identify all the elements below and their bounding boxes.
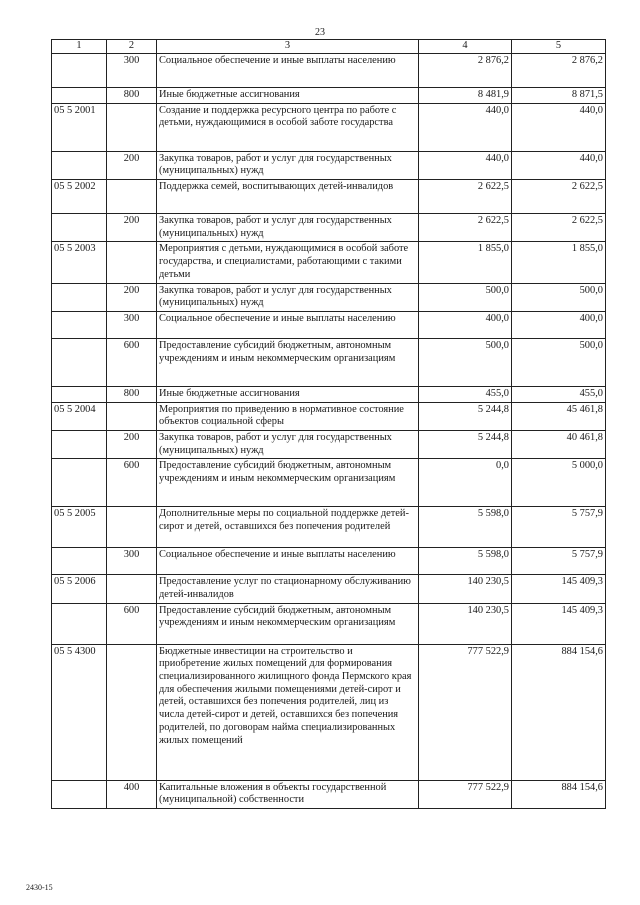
amount-col5-cell: 500,0 xyxy=(512,338,606,386)
expense-type-cell: 200 xyxy=(107,283,157,311)
amount-col5-cell: 2 622,5 xyxy=(512,180,606,214)
item-name-cell: Поддержка семей, воспитывающих детей-инвалидов xyxy=(157,180,419,214)
amount-col5-cell: 5 757,9 xyxy=(512,548,606,575)
target-code-cell xyxy=(52,780,107,808)
amount-col4-cell: 400,0 xyxy=(419,311,512,338)
amount-col5-cell: 5 757,9 xyxy=(512,507,606,548)
target-code-cell: 05 5 2003 xyxy=(52,242,107,283)
item-name-cell: Создание и поддержка ресурсного центра по работе с детьми, нуждающимися в особой заботе государства xyxy=(157,103,419,151)
target-code-cell xyxy=(52,338,107,386)
item-name-cell: Капитальные вложения в объекты государственной (муниципальной) собственности xyxy=(157,780,419,808)
column-number: 2 xyxy=(107,40,157,54)
expense-type-cell: 200 xyxy=(107,430,157,458)
table-row xyxy=(52,283,606,311)
amount-col4-cell: 440,0 xyxy=(419,103,512,151)
table-row xyxy=(52,180,606,214)
target-code-cell: 05 5 2005 xyxy=(52,507,107,548)
expense-type-cell: 600 xyxy=(107,459,157,507)
amount-col5-cell: 500,0 xyxy=(512,283,606,311)
expense-type-cell xyxy=(107,644,157,780)
table-row xyxy=(52,603,606,644)
amount-col5-cell: 440,0 xyxy=(512,151,606,179)
table-row xyxy=(52,54,606,88)
table-row xyxy=(52,402,606,430)
table-row xyxy=(52,386,606,402)
target-code-cell xyxy=(52,214,107,242)
expense-type-cell: 600 xyxy=(107,603,157,644)
table-row xyxy=(52,214,606,242)
amount-col5-cell: 145 409,3 xyxy=(512,603,606,644)
amount-col4-cell: 140 230,5 xyxy=(419,603,512,644)
table-row xyxy=(52,103,606,151)
amount-col4-cell: 500,0 xyxy=(419,283,512,311)
item-name-cell: Мероприятия по приведению в нормативное состояние объектов социальной сферы xyxy=(157,402,419,430)
item-name-cell: Мероприятия с детьми, нуждающимися в особой заботе государства, и специалистами, работающими с такими детьми xyxy=(157,242,419,283)
amount-col5-cell: 400,0 xyxy=(512,311,606,338)
column-number-row xyxy=(52,40,606,54)
target-code-cell xyxy=(52,459,107,507)
amount-col4-cell: 8 481,9 xyxy=(419,88,512,104)
expense-type-cell: 600 xyxy=(107,338,157,386)
target-code-cell xyxy=(52,548,107,575)
expense-type-cell: 200 xyxy=(107,151,157,179)
item-name-cell: Бюджетные инвестиции на строительство и приобретение жилых помещений для формирования специализированного жилищного фонда Пермского края для обеспечения жилыми помещениями детей-сирот и детей, оставшихся без попечения родителей, лиц из числа детей-сирот и детей, оставшихся без попечения родителей, по договорам найма специализированных жилых помещений xyxy=(157,644,419,780)
item-name-cell: Предоставление субсидий бюджетным, автономным учреждениям и иным некоммерческим организациям xyxy=(157,459,419,507)
expense-type-cell xyxy=(107,242,157,283)
item-name-cell: Иные бюджетные ассигнования xyxy=(157,386,419,402)
item-name-cell: Закупка товаров, работ и услуг для государственных (муниципальных) нужд xyxy=(157,151,419,179)
item-name-cell: Дополнительные меры по социальной поддержке детей-сирот и детей, оставшихся без попечения родителей xyxy=(157,507,419,548)
amount-col5-cell: 2 876,2 xyxy=(512,54,606,88)
amount-col4-cell: 455,0 xyxy=(419,386,512,402)
target-code-cell: 05 5 2001 xyxy=(52,103,107,151)
item-name-cell: Закупка товаров, работ и услуг для государственных (муниципальных) нужд xyxy=(157,283,419,311)
column-number: 4 xyxy=(419,40,512,54)
target-code-cell: 05 5 2006 xyxy=(52,575,107,603)
table-row xyxy=(52,88,606,104)
column-number: 1 xyxy=(52,40,107,54)
amount-col5-cell: 2 622,5 xyxy=(512,214,606,242)
expense-type-cell: 300 xyxy=(107,54,157,88)
amount-col4-cell: 5 598,0 xyxy=(419,507,512,548)
table-row xyxy=(52,151,606,179)
target-code-cell xyxy=(52,430,107,458)
amount-col5-cell: 884 154,6 xyxy=(512,780,606,808)
page-number: 23 xyxy=(315,27,325,38)
expense-type-cell xyxy=(107,402,157,430)
table-row xyxy=(52,338,606,386)
amount-col5-cell: 145 409,3 xyxy=(512,575,606,603)
amount-col5-cell: 884 154,6 xyxy=(512,644,606,780)
amount-col4-cell: 2 876,2 xyxy=(419,54,512,88)
table-row xyxy=(52,430,606,458)
target-code-cell: 05 5 2004 xyxy=(52,402,107,430)
table-row xyxy=(52,242,606,283)
amount-col4-cell: 500,0 xyxy=(419,338,512,386)
target-code-cell xyxy=(52,283,107,311)
column-number: 5 xyxy=(512,40,606,54)
document-code: 2430-15 xyxy=(26,883,53,892)
table-row xyxy=(52,459,606,507)
column-number: 3 xyxy=(157,40,419,54)
table-row xyxy=(52,644,606,780)
amount-col4-cell: 1 855,0 xyxy=(419,242,512,283)
target-code-cell xyxy=(52,88,107,104)
expense-type-cell xyxy=(107,180,157,214)
amount-col5-cell: 40 461,8 xyxy=(512,430,606,458)
amount-col4-cell: 777 522,9 xyxy=(419,644,512,780)
target-code-cell: 05 5 4300 xyxy=(52,644,107,780)
table-row xyxy=(52,507,606,548)
item-name-cell: Социальное обеспечение и иные выплаты населению xyxy=(157,311,419,338)
item-name-cell: Предоставление субсидий бюджетным, автономным учреждениям и иным некоммерческим организациям xyxy=(157,603,419,644)
amount-col4-cell: 140 230,5 xyxy=(419,575,512,603)
amount-col4-cell: 0,0 xyxy=(419,459,512,507)
amount-col5-cell: 1 855,0 xyxy=(512,242,606,283)
amount-col4-cell: 2 622,5 xyxy=(419,180,512,214)
table-row xyxy=(52,311,606,338)
amount-col4-cell: 2 622,5 xyxy=(419,214,512,242)
item-name-cell: Иные бюджетные ассигнования xyxy=(157,88,419,104)
amount-col4-cell: 5 244,8 xyxy=(419,430,512,458)
amount-col5-cell: 45 461,8 xyxy=(512,402,606,430)
amount-col4-cell: 777 522,9 xyxy=(419,780,512,808)
expense-type-cell: 200 xyxy=(107,214,157,242)
target-code-cell xyxy=(52,151,107,179)
table-row xyxy=(52,575,606,603)
expense-type-cell: 800 xyxy=(107,386,157,402)
item-name-cell: Социальное обеспечение и иные выплаты населению xyxy=(157,548,419,575)
amount-col5-cell: 440,0 xyxy=(512,103,606,151)
amount-col4-cell: 5 598,0 xyxy=(419,548,512,575)
expense-type-cell: 800 xyxy=(107,88,157,104)
expense-type-cell: 400 xyxy=(107,780,157,808)
item-name-cell: Предоставление услуг по стационарному обслуживанию детей-инвалидов xyxy=(157,575,419,603)
target-code-cell xyxy=(52,54,107,88)
table-row xyxy=(52,780,606,808)
item-name-cell: Социальное обеспечение и иные выплаты населению xyxy=(157,54,419,88)
amount-col5-cell: 8 871,5 xyxy=(512,88,606,104)
target-code-cell: 05 5 2002 xyxy=(52,180,107,214)
expense-type-cell xyxy=(107,507,157,548)
expense-type-cell xyxy=(107,103,157,151)
budget-table xyxy=(51,39,606,809)
amount-col5-cell: 5 000,0 xyxy=(512,459,606,507)
expense-type-cell: 300 xyxy=(107,311,157,338)
expense-type-cell: 300 xyxy=(107,548,157,575)
item-name-cell: Закупка товаров, работ и услуг для государственных (муниципальных) нужд xyxy=(157,430,419,458)
target-code-cell xyxy=(52,603,107,644)
item-name-cell: Закупка товаров, работ и услуг для государственных (муниципальных) нужд xyxy=(157,214,419,242)
expense-type-cell xyxy=(107,575,157,603)
target-code-cell xyxy=(52,311,107,338)
amount-col4-cell: 5 244,8 xyxy=(419,402,512,430)
amount-col4-cell: 440,0 xyxy=(419,151,512,179)
amount-col5-cell: 455,0 xyxy=(512,386,606,402)
target-code-cell xyxy=(52,386,107,402)
item-name-cell: Предоставление субсидий бюджетным, автономным учреждениям и иным некоммерческим организациям xyxy=(157,338,419,386)
table-row xyxy=(52,548,606,575)
